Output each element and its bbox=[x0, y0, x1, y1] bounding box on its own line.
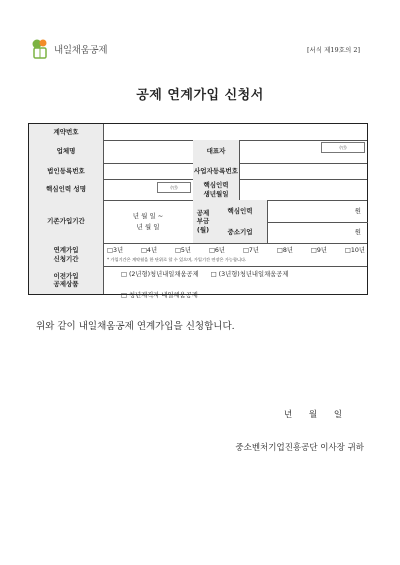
prior-period-range[interactable]: 년 월 일 ~ 년 월 일 bbox=[132, 212, 164, 231]
core-birth-field[interactable] bbox=[239, 179, 369, 200]
page-title: 공제 연계가입 신청서 bbox=[136, 88, 264, 103]
period-option-5[interactable]: □5년 bbox=[174, 247, 192, 254]
application-form bbox=[28, 123, 368, 299]
core-birth-label: 핵심인력 생년월일 bbox=[193, 179, 239, 200]
product-option-3yr[interactable]: □ (3년형)청년내일채움공제 bbox=[210, 271, 289, 278]
period-option-10[interactable]: □10년 bbox=[344, 247, 365, 254]
logo-text: 내일채움공제 bbox=[54, 45, 108, 56]
contract-no-label: 계약번호 bbox=[29, 124, 103, 140]
period-option-9[interactable]: □9년 bbox=[310, 247, 327, 254]
contract-no-field[interactable] bbox=[103, 124, 369, 140]
core-person-seal-box: (인) bbox=[157, 182, 191, 193]
ceo-label: 대표자 bbox=[193, 140, 239, 163]
core-person-label: 핵심인력 bbox=[213, 200, 267, 222]
product-option-2yr[interactable]: □ (2년형)청년내일채움공제 bbox=[121, 271, 199, 278]
ceo-seal-box: (인) bbox=[321, 142, 365, 153]
period-note: * 가입기간은 계약월을 한 단위로 할 수 있으며, 가입기간 연장은 가능합니다. bbox=[107, 257, 247, 262]
transfer-product-options bbox=[121, 269, 366, 299]
sme-label: 중소기업 bbox=[213, 222, 267, 243]
biz-reg-no-field[interactable] bbox=[239, 163, 369, 179]
period-option-4[interactable]: □4년 bbox=[140, 247, 158, 254]
link-period-options bbox=[107, 245, 367, 265]
link-period-label: 연계가입 신청기간 bbox=[29, 243, 103, 266]
contribution-label: 공제 부금 (월) bbox=[193, 200, 213, 243]
corp-reg-no-label: 법인등록번호 bbox=[29, 163, 103, 179]
transfer-product-label: 이전가입 공제상품 bbox=[29, 266, 103, 294]
form-number: [서식 제19호의 2] bbox=[306, 46, 360, 54]
period-option-8[interactable]: □8년 bbox=[276, 247, 293, 254]
period-option-7[interactable]: □7년 bbox=[242, 247, 259, 254]
logo bbox=[30, 38, 107, 60]
sme-contribution-field[interactable]: 원 bbox=[354, 228, 361, 237]
application-statement: 위와 같이 내일채움공제 연계가입을 신청합니다. bbox=[36, 321, 235, 332]
core-person-name-label: 핵심인력 성명 bbox=[29, 179, 103, 200]
core-contribution-field[interactable]: 원 bbox=[354, 206, 361, 215]
period-option-3[interactable]: □3년 bbox=[107, 247, 124, 254]
company-name-label: 업체명 bbox=[29, 140, 103, 163]
period-option-6[interactable]: □6년 bbox=[208, 247, 225, 254]
logo-leaf-icon bbox=[30, 38, 50, 60]
addressee: 중소벤처기업진흥공단 이사장 귀하 bbox=[235, 443, 364, 453]
date-line[interactable]: 년 월 일 bbox=[284, 410, 343, 420]
company-name-field[interactable] bbox=[103, 140, 193, 163]
product-option-employee[interactable]: □ 청년재직자 내일채움공제 bbox=[121, 292, 198, 299]
corp-reg-no-field[interactable] bbox=[103, 163, 193, 179]
biz-reg-no-label: 사업자등록번호 bbox=[193, 163, 239, 179]
prior-period-label: 기존가입기간 bbox=[29, 200, 103, 243]
